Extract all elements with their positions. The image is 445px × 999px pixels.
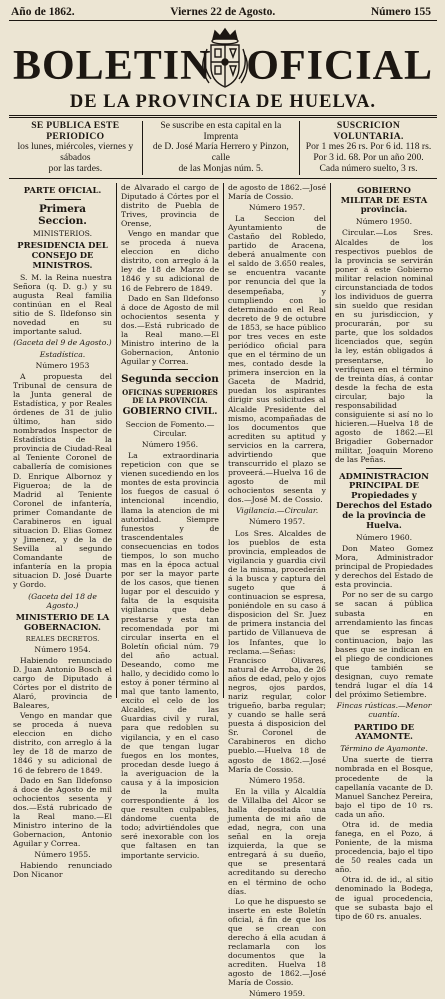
article-text: Los Sres. Alcaldes de los pueblos de esta provincia, empleados de vigilancia y guardia civil de la misma, procederán á la busca y captura del sugeto que á continuacion se espresa, poniéndole en su caso á disposicion del Sr. Juez de primera instancia del partido de Villanueva de los Infantes, que lo reclama.—Señas: Francisco Olivares, natural de Arroba, de 26 años de edad, pelo y ojos negros, ojos pardos, nariz regular, color trigueño, barba regular; y cuando se halle será puesta á disposicion del Sr. Coronel de Carabineros en dicho pueblo.—Huelva 18 de agosto de 1862.—José María de Cossio. <box>228 528 326 774</box>
info-rule <box>9 178 437 179</box>
offices-heading: OFICINAS SUPERIORES DE LA PROVINCIA. <box>122 387 218 405</box>
publication-info <box>9 118 437 178</box>
district-heading: PARTIDO DE AYAMONTE. <box>353 721 415 742</box>
article-number: Número 1955. <box>34 850 91 860</box>
section-subheading: Vigilancia.—Circular. <box>235 506 319 516</box>
article-text: En la villa y Alcaldía de Villalba del Alcor se halla depositada una jumenta de mi año de edad, negra, con una señal en la oreja izquierda, la que se entregará á su dueño, que se presentará acreditando su derecho en el término de ocho días. <box>228 786 326 896</box>
masthead-title-left: BOLETIN <box>13 43 212 89</box>
article-text: S. M. la Reina nuestra Señora (q. D. g.) y su augusta Real familia continúan en el Real sitio de S. Ildefonso sin novedad en su importante salud. <box>13 272 112 337</box>
article-text: Vengo en mandar que se proceda á nueva eleccion en dicho distrito, con arreglo á la ley de 18 de marzo de 1846 y su adicional de 16 de febrero de 1849. <box>13 711 112 775</box>
article-text: Habiendo renunciado D. Juan Antonio Bosch el cargo de Diputado á Córtes por el distrito de Alaró, provincia de Baleares, <box>13 655 112 711</box>
gazette-ref: (Gaceta del 18 de Agosto.) <box>28 591 97 610</box>
presidency-heading: PRESIDENCIA DEL CONSEJO DE MINISTROS. <box>17 240 108 270</box>
article-text: Dado en San Ildefonso á doce de Agosto de mil ochocientos sesenta y dos.—Está rubricado de la Real mano.—El Ministro interino de la Gobernacion, Antonio Aguilar y Correa. <box>121 293 219 367</box>
article-text: Vengo en mandar que se proceda á nueva eleccion en dicho distrito, con arreglo á la ley de 18 de Marzo de 1846 y su adicional de 16 de Febrero de 1849. <box>121 229 219 293</box>
masthead <box>9 23 437 115</box>
article-number: Número 1958. <box>248 775 306 785</box>
issue-number: Número 155 <box>370 6 431 18</box>
gazette-ref: (Gaceta del 9 de Agosto.) <box>13 338 112 348</box>
administration-heading: ADMINISTRACION PRINCIPAL DE Propiedades y Derechos del Estado de la provincia de Huelva. <box>336 470 432 531</box>
section-subheading: Fincas rústicas.—Menor cuantía. <box>336 701 432 720</box>
column-3 <box>223 182 330 999</box>
publication-schedule: SE PUBLICA ESTE PERIODICO los lunes, miércoles, viernes y sábados por las tardes. <box>17 120 134 174</box>
subscription-place: Se suscribe en esta capital en la Imprenta de D. José María Herrero y Pinzon, calle de las Monjas núm. 5. <box>142 121 300 175</box>
article-text: Otra id. de id., al sitio denominado la Bodega, de igual procedencia, que se subasta bajo el tipo de 60 rs. anuales. <box>335 875 433 921</box>
article-number: Número 1957. <box>248 202 306 212</box>
military-government-heading: GOBIERNO MILITAR DE ESTA provincia. <box>340 184 428 215</box>
issue-line <box>9 6 437 21</box>
article-number: Número 1960. <box>355 532 413 542</box>
issue-date: Viernes 22 de Agosto. <box>170 6 276 18</box>
masthead-subtitle: DE LA PROVINCIA DE HUELVA. <box>69 92 377 112</box>
ministry-heading: MINISTERIO DE LA GOBERNACION. <box>15 611 110 632</box>
decrees-heading: REALES DECRETOS. <box>25 634 100 643</box>
article-number: Número 1953 <box>35 360 90 370</box>
article-text: Por no ser de su cargo se sacan á pública subasta en arrendamiento las fincas que se espresan á continuacion, bajo las bases que se indican en el pliego de condiciones que también se designan, cuyo remate tendrá lugar el día 14 del próximo Setiembre. <box>335 590 433 700</box>
subscription-prices: SUSCRICION VOLUNTARIA. Por 1 mes 26 rs. Por 6 id. 118 rs. Por 3 id. 68. Por un año 200. Cada número suelto, 3 rs. <box>305 120 432 174</box>
article-text: de agosto de 1862.—José María de Cossio. <box>228 182 326 201</box>
article-number: Número 1959. <box>248 989 306 999</box>
article-columns <box>9 182 437 999</box>
article-text: Otra id. de media fanega, en el Pozo, á Poniente, de la misma procedencia, bajo el tipo de 50 reales cada un año. <box>335 819 433 875</box>
ministries-heading: MINISTERIOS. <box>32 229 93 239</box>
article-text: Don Mateo Gomez Mora, Administrador principal de Propiedades y derechos del Estado de esta provincia. <box>335 544 433 590</box>
masthead-title-right: OFICIAL <box>246 43 433 89</box>
article-text: Dado en San Ildefonso á doce de Agosto de mil ochocientos sesenta y dos.—Está rubricado de la Real mano.—El Ministro interino de la Gobernacion, Antonio Aguilar y Correa. <box>13 775 112 849</box>
article-text: A propuesta del Tribunal de censura de la Junta general de Estadística, y por Reales órdenes de 31 de julio último, han sido nombrados Inspector de Estadística de la provincia de Ciudad-Real al Teniente Coronel de caballería de comisiones D. Enrique Albornoz y Figueroa; de la de Madrid al Teniente Coronel de infantería, primer Comandante de Carabineros en igual situacion D. Elias Gomez y Jimenez, y de la de Sevilla al segundo Comandante de infantería en la propia situacion D. José Duarte y Gordo. <box>13 371 112 590</box>
part-heading: PARTE OFICIAL. <box>23 184 102 195</box>
column-4 <box>330 183 437 921</box>
article-text: Una suerte de tierra nombrada en el Bosque, procedente de la capellanía vacante de D. Manuel Sanchez Pereira, bajo el tipo de 10 rs. cada un año. <box>335 755 433 819</box>
royal-crest-icon <box>197 25 253 95</box>
statistics-heading: Estadística. <box>39 349 86 359</box>
article-text: Habiendo renunciado Don Nicanor <box>13 861 112 880</box>
article-text: Lo que he dispuesto se inserte en este Boletín oficial, á fin de que los que se crean con derecho á ella acudan á reclamarla con los documentos que la acrediten. Huelva 18 agosto de 1862.—José María de Cossio. <box>228 896 326 988</box>
column-2 <box>116 182 223 860</box>
civil-government-heading: GOBIERNO CIVIL. <box>122 406 218 417</box>
article-number: Número 1954. <box>34 644 91 654</box>
term-heading: Término de Ayamonte. <box>340 744 428 754</box>
article-text: La extraordinaria repeticion con que se vienen sucediendo en los montes de esta provincia los fuegos de casual ó intencional incendio, llama la atencion de mi autoridad. Siempre funestos y de trascendentales consecuencias en todos tiempos, lo son mucho mas en la época actual por ser la mayor parte de los casos, que tienen lugar por el descuido y falta de la esquisita vigilancia que debe prestarse y esta tan recomendada por mi circular inserta en el Boletín oficial núm. 79 del año actual. Deseando, como me hallo, y decidido como lo estoy á poner término al mal que tanto lamento, excito el celo de los Alcaldes, de las Guardias civil y rural, para que redoblen su vigilancia, y en el caso de que tengan lugar fuegos en los montes, procedan desde luego á la averiguacion de la causa y á la imposicion de la multa correspondiente á los que resulten culpables, dándome cuenta de todo; advirtiéndoles que seré inexorable con los que faltasen en tan importante servicio. <box>121 451 219 860</box>
article-number: Número 1956. <box>141 440 199 450</box>
article-text: Circular.—Los Sres. Alcaldes de los respectivos pueblos de la provincia se servirán poner á este Gobierno militar relacion nominal circunstanciada de todos los individuos de guerra sin sueldo que residan en su jurisdiccion, y procurarán, por su parte, que los soldados licenciados que, según la ley, están obligados á presentarse, lo verifiquen en el término de treinta días, á contar desde la fecha de esta circular, bajo la responsabilidad consiguiente si así no lo hicieren.—Huelva 18 de agosto de 1862.—El Brigadier Gobernador militar, Joaquin Moreno de las Peñas. <box>335 228 433 465</box>
column-1 <box>9 183 116 880</box>
article-text: La Seccion del Ayuntamiento de Castaño del Robledo, partido de Aracena, deberá anualmente con el saldo de 3.650 reales, se encuentra vacante por renuncia del que la desempeñaba, y cumpliendo con lo determinado en el Real decreto de 9 de octubre de 1853, se hace público por tres veces en este periódico oficial para que en el término de un mes, contado desde la primera insercion en la Gaceta de Madrid, puedan los aspirantes dirigir sus solicitudes al Alcalde Presidente del mismo, acompañadas de los documentos que acrediten su aptitud y servicios en la carrera, advirtiendo que transcurrido el plazo se proveerá.—Huelva 16 de agosto de mil ochocientos sesenta y dos.—José M. de Cossio. <box>228 213 326 505</box>
article-text: de Alvarado el cargo de Diputado á Córtes por el distrito de Puebla de Trives, provincia de Orense, <box>121 182 219 228</box>
article-number: Número 1950. <box>355 217 413 227</box>
article-number: Número 1957. <box>248 517 306 527</box>
section-heading: Segunda seccion <box>121 373 219 386</box>
issue-year: Año de 1862. <box>11 6 75 18</box>
section-heading: Primera Seccion. <box>38 202 87 227</box>
section-subheading: Seccion de Fomento.—Circular. <box>125 419 215 438</box>
